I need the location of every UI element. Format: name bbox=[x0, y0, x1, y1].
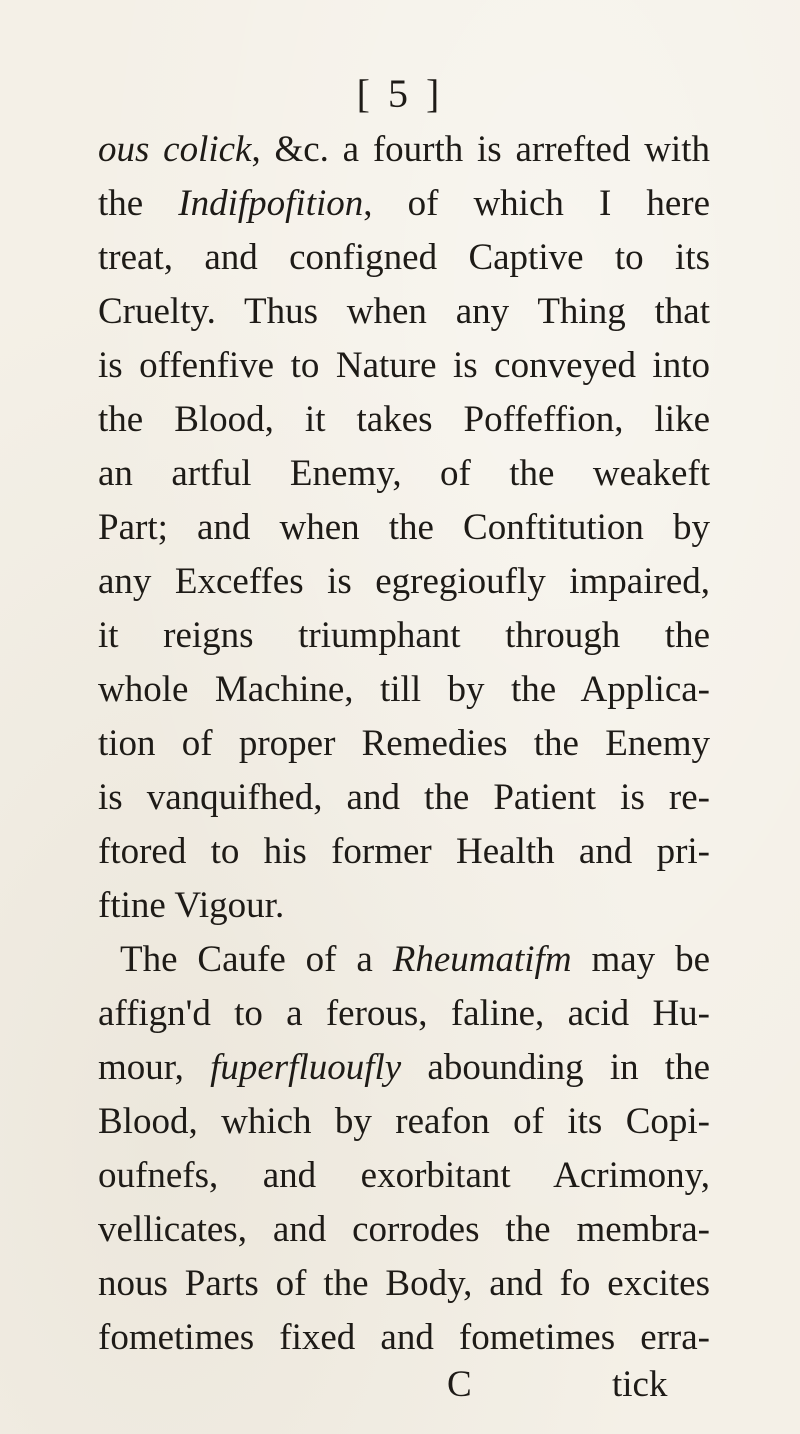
catchword: tick bbox=[612, 1364, 668, 1405]
text-line-11: whole Machine, till by the Applica- bbox=[98, 669, 710, 710]
text-line-16 bbox=[98, 933, 710, 987]
text-run: Indifpofition bbox=[178, 183, 364, 224]
page-number: [ 5 ] bbox=[356, 71, 444, 116]
text-run: fuperfluoufly bbox=[210, 1047, 402, 1088]
text-line-9: any Exceffes is egregioufly impaired, bbox=[98, 561, 710, 602]
text-line-17: affign'd to a ferous, faline, acid Hu- bbox=[98, 993, 710, 1034]
text-run: Rheumatifm bbox=[392, 939, 572, 980]
text-line-4: Cruelty. Thus when any Thing that bbox=[98, 291, 710, 332]
text-line-3: treat, and configned Captive to its bbox=[98, 237, 710, 278]
text-run: The Caufe of a bbox=[120, 939, 393, 980]
text-line-8: Part; and when the Conftitution by bbox=[98, 507, 710, 548]
text-line-23: fometimes fixed and fometimes erra- bbox=[98, 1317, 710, 1358]
text-line-5: is offenfive to Nature is conveyed into bbox=[98, 345, 710, 386]
text-line-6: the Blood, it takes Poffeffion, like bbox=[98, 399, 710, 440]
text-run: ous colick bbox=[98, 129, 252, 170]
text-line-14: ftored to his former Health and pri- bbox=[98, 831, 710, 872]
text-run: abounding in the bbox=[401, 1047, 710, 1088]
text-line-10: it reigns triumphant through the bbox=[98, 615, 710, 656]
text-line-2 bbox=[98, 177, 710, 231]
text-line-18 bbox=[98, 1041, 710, 1095]
text-run: , &c. a fourth is arrefted with bbox=[251, 129, 710, 170]
text-run: the bbox=[98, 183, 179, 224]
text-line-22: nous Parts of the Body, and fo excites bbox=[98, 1263, 710, 1304]
text-run: may be bbox=[571, 939, 710, 980]
text-line-13: is vanquifhed, and the Patient is re- bbox=[98, 777, 710, 818]
text-line-1 bbox=[98, 123, 710, 177]
text-run: , of which I here bbox=[363, 183, 710, 224]
text-run: mour, bbox=[98, 1047, 211, 1088]
text-line-19: Blood, which by reafon of its Copi- bbox=[98, 1101, 710, 1142]
text-line-20: oufnefs, and exorbitant Acrimony, bbox=[98, 1155, 710, 1196]
text-line-12: tion of proper Remedies the Enemy bbox=[98, 723, 710, 764]
text-line-21: vellicates, and corrodes the membra- bbox=[98, 1209, 710, 1250]
text-line-7: an artful Enemy, of the weakeft bbox=[98, 453, 710, 494]
text-line-15: ftine Vigour. bbox=[98, 885, 285, 926]
signature-mark: C bbox=[447, 1364, 472, 1405]
